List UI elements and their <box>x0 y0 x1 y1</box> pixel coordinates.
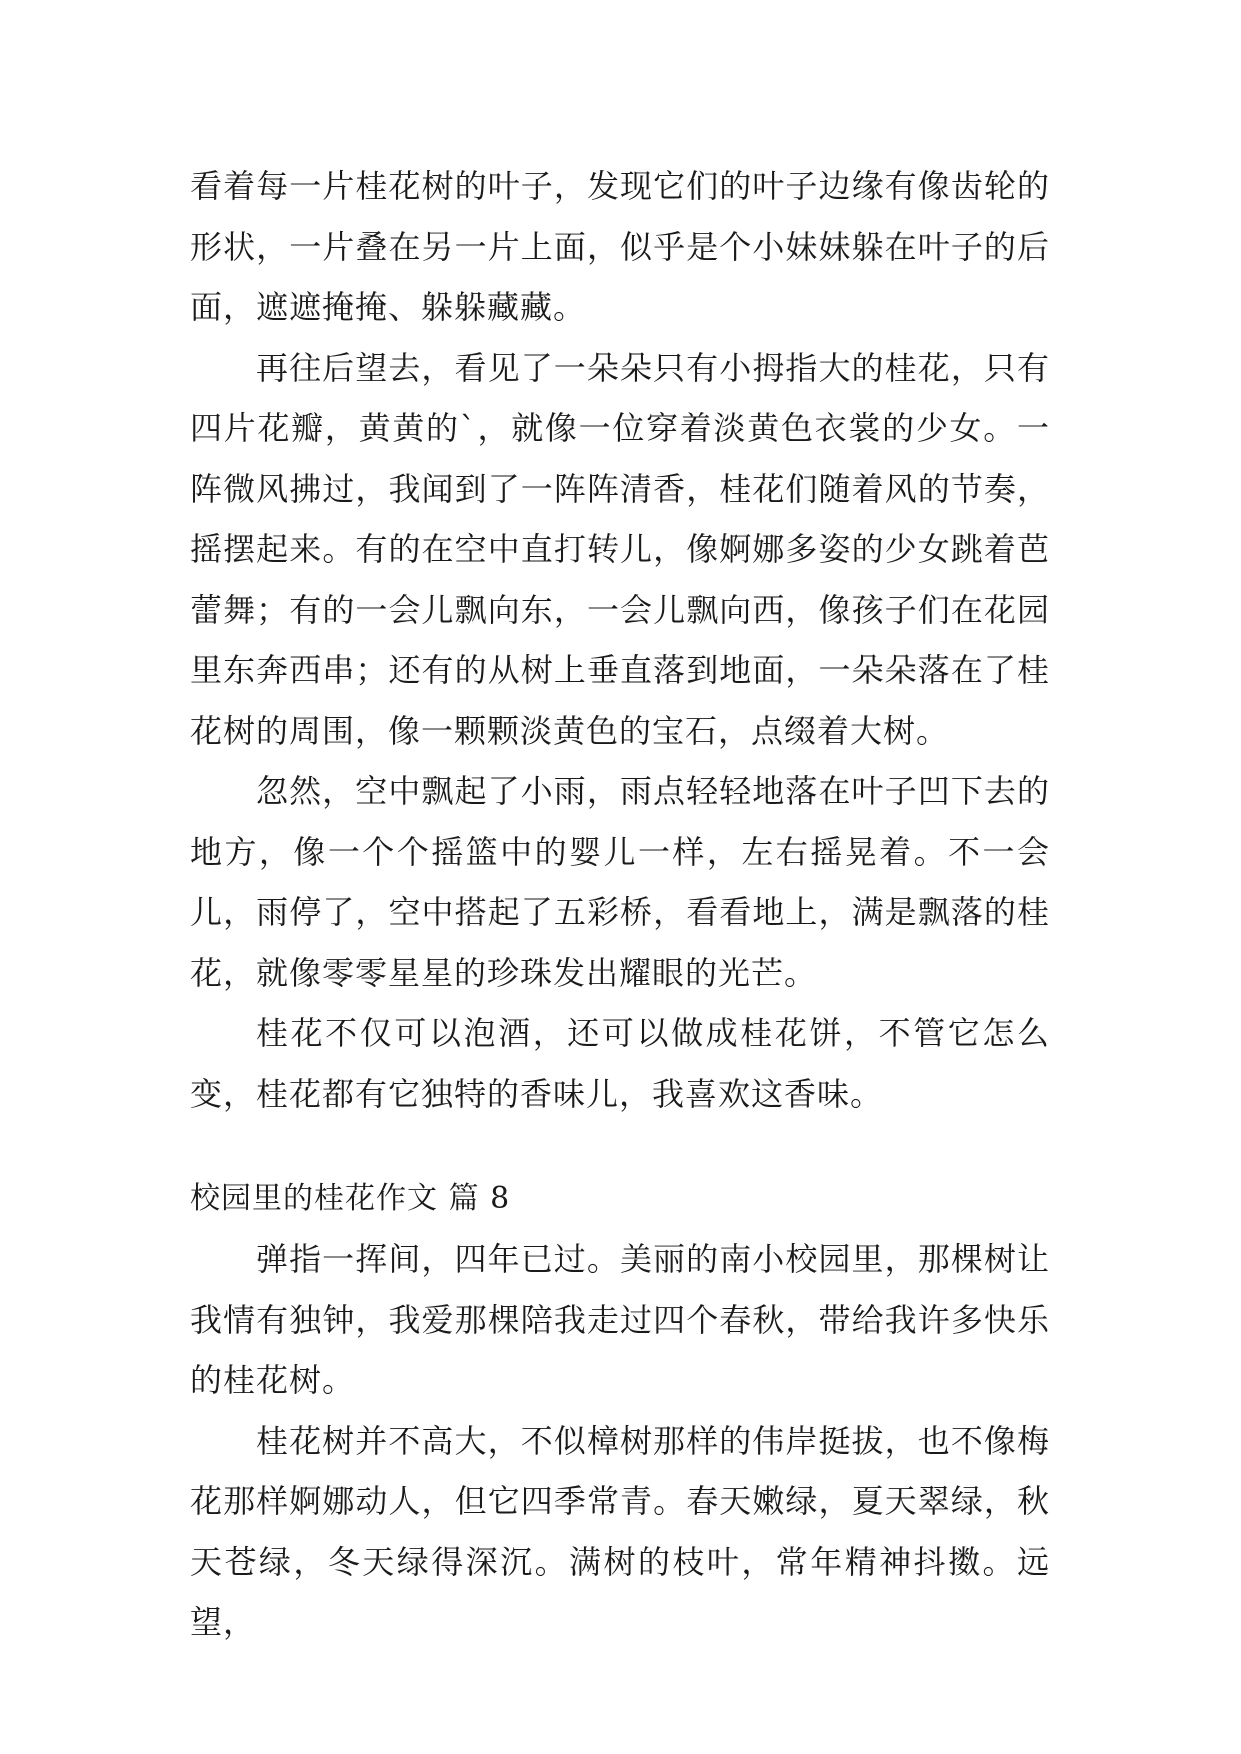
paragraph-1: 看着每一片桂花树的叶子，发现它们的叶子边缘有像齿轮的形状，一片叠在另一片上面，似乎是个小妹妹躲在叶子的后面，遮遮掩掩、躲躲藏藏。 <box>190 167 1050 326</box>
paragraph-5: 弹指一挥间，四年已过。美丽的南小校园里，那棵树让我情有独钟，我爱那棵陪我走过四个春秋，带给我许多快乐的桂花树。 <box>190 1240 1050 1399</box>
section-title: 校园里的桂花作文 篇 8 <box>190 1181 511 1216</box>
paragraph-4: 桂花不仅可以泡酒，还可以做成桂花饼，不管它怎么变，桂花都有它独特的香味儿，我喜欢这香味。 <box>190 1014 1050 1113</box>
paragraph-6: 桂花树并不高大，不似樟树那样的伟岸挺拔，也不像梅花那样婀娜动人，但它四季常青。春天嫩绿，夏天翠绿，秋天苍绿，冬天绿得深沉。满树的枝叶，常年精神抖擞。远望， <box>190 1421 1050 1641</box>
paragraph-3: 忽然，空中飘起了小雨，雨点轻轻地落在叶子凹下去的地方，像一个个摇篮中的婴儿一样，左右摇晃着。不一会儿，雨停了，空中搭起了五彩桥，看看地上，满是飘落的桂花，就像零零星星的珍珠发出耀眼的光芒。 <box>190 772 1050 992</box>
document-page <box>190 156 1050 1653</box>
paragraph-2: 再往后望去，看见了一朵朵只有小拇指大的桂花，只有四片花瓣，黄黄的`，就像一位穿着淡黄色衣裳的少女。一阵微风拂过，我闻到了一阵阵清香，桂花们随着风的节奏，摇摆起来。有的在空中直打转儿，像婀娜多姿的少女跳着芭蕾舞；有的一会儿飘向东，一会儿飘向西，像孩子们在花园里东奔西串；还有的从树上垂直落到地面，一朵朵落在了桂花树的周围，像一颗颗淡黄色的宝石，点缀着大树。 <box>190 348 1050 750</box>
